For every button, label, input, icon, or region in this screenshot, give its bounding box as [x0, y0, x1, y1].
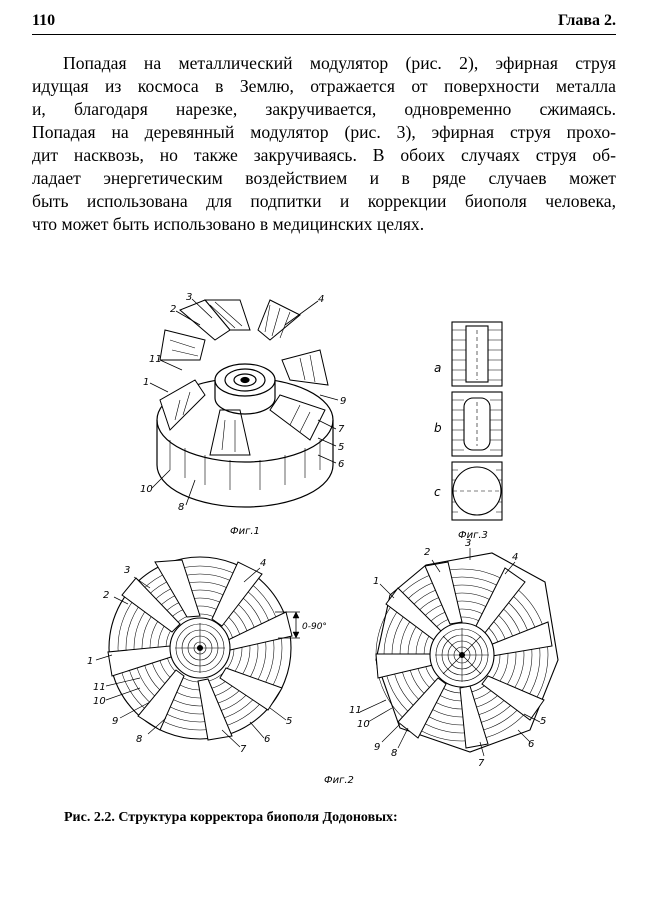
figure-2-left-drawing — [96, 557, 300, 747]
fig2-caption: Фиг.2 — [324, 775, 354, 786]
fig2-label: 10 — [357, 719, 370, 730]
fig2-label: 5 — [286, 716, 293, 727]
fig1-label: 1 — [143, 377, 150, 388]
fig3-label: b — [434, 421, 442, 435]
paragraph-line: дит насквозь, но также закручиваясь. В обоих случаях струя об- — [32, 145, 616, 165]
paragraph-line: и, благодаря нарезке, закручивается, одновременно сжимаясь. — [32, 99, 616, 119]
fig3-caption: Фиг.3 — [458, 530, 488, 541]
chapter-title: Глава 2. — [558, 12, 616, 29]
figure-1-drawing — [150, 299, 338, 507]
figure-caption: Рис. 2.2. Структура корректора биополя Додоновых: — [64, 810, 398, 825]
fig3-label: a — [434, 361, 442, 375]
paragraph-line: идущая из космоса в Землю, отражается от поверхности металла — [32, 76, 616, 96]
fig1-label: 7 — [338, 424, 345, 435]
fig2-label: 1 — [87, 656, 94, 667]
fig2-label: 7 — [240, 744, 247, 755]
fig2-label: 8 — [391, 748, 398, 759]
page-header — [32, 12, 616, 35]
figure-2-right-drawing — [360, 548, 558, 756]
fig2-label: 4 — [260, 558, 267, 569]
fig2-label: 5 — [540, 716, 547, 727]
fig2-label: 1 — [373, 576, 380, 587]
fig1-label: 6 — [338, 459, 345, 470]
fig1-label: 4 — [318, 294, 325, 305]
fig2-label: 6 — [528, 739, 535, 750]
fig2-label: 9 — [112, 716, 119, 727]
fig2-label: 6 — [264, 734, 271, 745]
figure-3-drawing — [452, 322, 502, 520]
paragraph-line: Попадая на металлический модулятор (рис. 2), эфирная струя — [63, 53, 616, 73]
fig2-label: 11 — [93, 682, 106, 693]
fig2-label: 3 — [465, 538, 472, 549]
fig1-label: 8 — [178, 502, 185, 513]
fig2-label: 3 — [124, 565, 131, 576]
fig1-label: 9 — [340, 396, 347, 407]
fig1-label: 5 — [338, 442, 345, 453]
fig2-label: 8 — [136, 734, 143, 745]
fig2-label: 10 — [93, 696, 106, 707]
fig1-label: 2 — [170, 304, 177, 315]
fig3-label: c — [434, 485, 441, 499]
fig2-label: 7 — [478, 758, 485, 769]
page-number: 110 — [32, 12, 56, 29]
fig2-label: 2 — [103, 590, 110, 601]
fig1-label: 11 — [149, 354, 162, 365]
paragraph-line: что может быть использовано в медицинских целях. — [32, 214, 425, 234]
paragraph-line: ладает энергетическим воздействием и в ряде случаев может — [32, 168, 616, 188]
fig2-label: 4 — [512, 552, 519, 563]
body-paragraph — [32, 52, 616, 236]
fig1-label: 10 — [140, 484, 153, 495]
fig2-label: 11 — [349, 705, 362, 716]
fig1-label: 3 — [186, 292, 193, 303]
paragraph-line: Попадая на деревянный модулятор (рис. 3), эфирная струя прохо- — [32, 122, 616, 142]
fig1-caption: Фиг.1 — [230, 526, 260, 537]
fig2-label: 9 — [374, 742, 381, 753]
paragraph-line: быть использована для подпитки и коррекции биополя человека, — [32, 191, 616, 211]
fig2-angle-label: 0-90° — [302, 622, 327, 632]
fig2-label: 2 — [424, 547, 431, 558]
patent-figures — [60, 280, 600, 800]
